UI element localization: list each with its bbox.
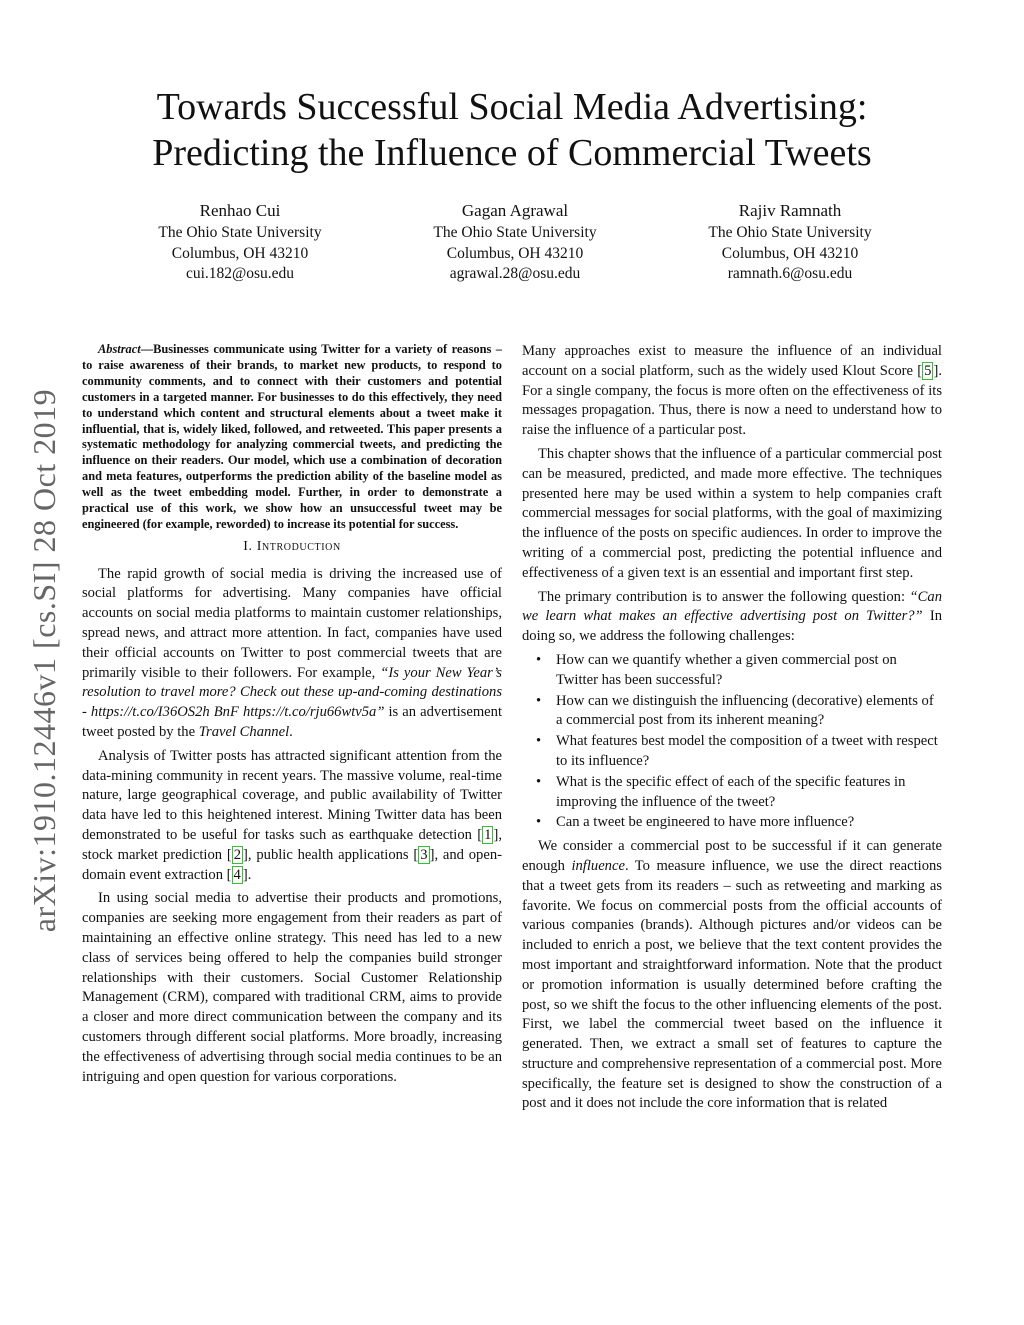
text-run: . For a single company, the focus is more often on the effectiveness of its messages propagation. Thus, there is now a need to understand how to raise the influence of a particular post.: [522, 362, 942, 439]
intro-paragraph-1: [82, 565, 502, 743]
arxiv-stamp: [20, 370, 70, 950]
research-question-quote: “Can we learn what makes an effective advertising post on Twitter?”: [522, 588, 942, 625]
author-email: ramnath.6@osu.edu: [727, 265, 853, 282]
challenge-list: [522, 651, 942, 833]
intro-paragraph-2: Analysis of Twitter posts has attracted significant attention from the data-mining community in recent years. The massive volume, real-time nature, large geographical coverage, and public availability of Twitter data have led to this heightened interest. Mining Twitter data has been demonstrated to be useful for tasks such as earthquake detection [ 1 ], stock market prediction [ 2 ], public health applications [ 3 ], and open-domain event extraction [ 4 ].: [82, 747, 502, 883]
author-affiliation: The Ohio State University: [158, 224, 322, 241]
citation-link-4[interactable]: 4: [233, 866, 241, 883]
text-run: .: [289, 724, 293, 741]
example-tweet-quote: “Is your New Year’s resolution to travel more? Check out these up-and-coming destinations - https://t.co/I36OS2h BnF https://t.co/rju66wtv5a”: [82, 664, 502, 721]
author-address: Columbus, OH 43210: [721, 244, 859, 262]
list-item-text: Can a tweet be engineered to have more influence?: [556, 814, 855, 831]
list-item-text: How can we distinguish the influencing (decorative) elements of a commercial post from its inherent meaning?: [556, 692, 934, 729]
abstract-label: Abstract: [98, 342, 141, 356]
bullet-icon: •: [536, 733, 542, 750]
author-affiliation: The Ohio State University: [708, 224, 872, 241]
author-email: agrawal.28@osu.edu: [449, 265, 581, 282]
text-run: . To measure influence, we use the direct reactions that a tweet gets from its readers – such as retweeting and marking as favorite. We focus on commercial posts from the official accounts of various companies (brands). Although pictures and/or videos can be included to enrich a post, we believe that the text content provides the most important and straightforward information. Note that the product or promotion information is usually determined before crafting the post, so we shift the focus to the other influencing elements of the post. First, we label the commercial tweet based on the influence it generated. Then, we extract a small set of features to capture the structure and comprehensive representation of a commercial post. More specifically, the feature set is designed to show the construction of a post and it does not include the core information that is related: [522, 857, 942, 1112]
list-item-text: How can we quantify whether a given commercial post on Twitter has been successful?: [556, 651, 897, 688]
bullet-icon: •: [536, 692, 542, 709]
title-line-2: Predicting the Influence of Commercial Tweets: [152, 132, 872, 174]
citation-link-3[interactable]: 3: [420, 846, 428, 863]
author-name: Rajiv Ramnath: [738, 201, 842, 220]
author-affiliation: The Ohio State University: [433, 224, 597, 241]
bullet-icon: •: [536, 651, 542, 668]
paper-title: [0, 84, 1024, 176]
right-paragraph-2: This chapter shows that the influence of a particular commercial post can be measured, predicted, and made more effective. The techniques presented here may be used within a system to help companies craft commercial messages for social platforms, with the goal of maximizing the influence of the posts on specific audiences. In order to improve the writing of a commercial post, predicting the potential influence and effectiveness of a given text is an essential and important first step.: [522, 445, 942, 581]
list-item: [522, 651, 942, 691]
author-2: [385, 200, 645, 285]
list-item: [522, 773, 942, 813]
text-run: , and open-domain event extraction: [82, 846, 502, 883]
bullet-icon: •: [536, 773, 542, 790]
travel-channel-name: Travel Channel: [198, 724, 290, 741]
text-run: .: [247, 866, 252, 883]
arxiv-stamp-text: arXiv:1910.12446v1 [cs.SI] 28 Oct 2019: [26, 388, 63, 932]
author-name: Renhao Cui: [199, 201, 281, 220]
section-heading-introduction: [82, 537, 502, 557]
right-paragraph-3: [522, 588, 942, 647]
author-name: Gagan Agrawal: [461, 201, 569, 220]
right-column: [522, 342, 942, 1118]
list-item: [522, 732, 942, 772]
citation-link-1[interactable]: 1: [484, 827, 492, 844]
text-run: is an advertisement tweet posted by the: [82, 704, 502, 741]
text-run: Analysis of Twitter posts has attracted significant attention from the data-mining community in recent years. The massive volume, real-time nature, large geographical coverage, and public availability of Twitter data have led to this heightened interest. Mining Twitter data has been demonstrated to be useful for tasks such as earthquake detection: [82, 747, 502, 844]
influence-term: influence: [571, 857, 625, 874]
author-block: [110, 200, 920, 285]
author-3: [660, 200, 920, 285]
author-email: cui.182@osu.edu: [185, 265, 295, 282]
intro-paragraph-3: In using social media to advertise their products and promotions, companies are seeking more engagement from their readers as part of maintaining an effective online strategy. This need has led to a new class of services being offered to help the companies build stronger relationships with their customers. Social Customer Relationship Management (CRM), compared with traditional CRM, aims to provide a closer and more direct communication between the company and its customers through different social platforms. More broadly, increasing the effectiveness of advertising through social media continues to be an intriguing and open question for various corporations.: [82, 890, 502, 1085]
list-item: [522, 813, 942, 833]
right-paragraph-1: Many approaches exist to measure the influence of an individual account on a social platform, such as the widely used Klout Score [ 5 ]. For a single company, the focus is more often on the effectiveness of its messages propagation. Thus, there is now a need to understand how to raise the influence of a particular post.: [522, 343, 942, 439]
citation-link-2[interactable]: 2: [233, 846, 242, 863]
text-run: , stock market prediction: [82, 827, 502, 863]
section-title: Introduction: [256, 538, 341, 554]
bullet-icon: •: [536, 814, 542, 831]
list-item: [522, 692, 942, 732]
left-column: [82, 342, 502, 1091]
list-item-text: What is the specific effect of each of the specific features in improving the influence of the tweet?: [556, 773, 906, 810]
text-run: Many approaches exist to measure the influence of an individual account on a social platform, such as the widely used Klout Score: [522, 343, 942, 379]
author-address: Columbus, OH 43210: [446, 244, 584, 262]
title-line-1: Towards Successful Social Media Advertising:: [156, 86, 868, 128]
citation-link-5[interactable]: 5: [924, 362, 932, 379]
text-run: The rapid growth of social media is driving the increased use of social platforms for advertising. Many companies have official accounts on social media platforms to maintain customer relationships, spread news, and attract more attention. In fact, companies have used their official accounts on Twitter to post commercial tweets that are primarily visible to their followers. For example,: [82, 565, 502, 681]
section-number: I.: [243, 538, 257, 554]
text-run: In doing so, we address the following challenges:: [522, 608, 942, 645]
author-address: Columbus, OH 43210: [171, 244, 309, 262]
text-run: The primary contribution is to answer the following question:: [538, 588, 910, 605]
list-item-text: What features best model the composition of a tweet with respect to its influence?: [556, 733, 938, 769]
right-paragraph-4: [522, 837, 942, 1114]
author-1: [110, 200, 370, 285]
abstract-text: —Businesses communicate using Twitter for a variety of reasons – to raise awareness of their brands, to market new products, to respond to community comments, and to connect with their customers and potential customers in a targeted manner. For businesses to do this effectively, they need to understand which content and structural elements about a tweet make it influential, that is, widely liked, followed, and retweeted. This paper presents a systematic methodology for analyzing commercial tweets, and predicting the influence on their readers. Our model, which use a combination of decoration and meta features, outperforms the prediction ability of the baseline model as well as the tweet embedding model. Further, in order to demonstrate a practical use of this work, we show how an unsuccessful tweet may be engineered (for example, reworded) to increase its potential for success.: [82, 342, 502, 531]
text-run: , public health applications: [247, 846, 414, 863]
text-run: We consider a commercial post to be successful if it can generate enough: [522, 838, 942, 874]
abstract: [82, 342, 502, 533]
